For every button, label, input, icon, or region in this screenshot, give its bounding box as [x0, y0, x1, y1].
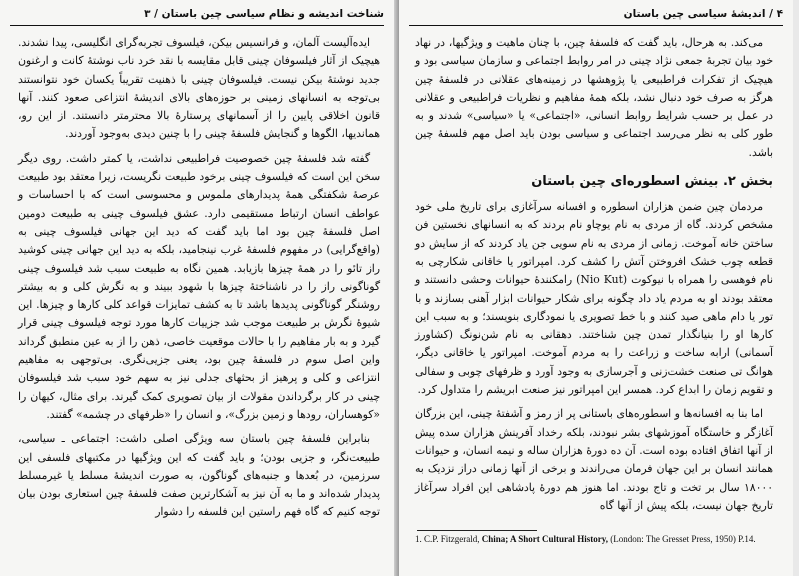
page-body — [18, 34, 380, 528]
paragraph: مردمان چین ضمن هزاران اسطوره و افسانه سرآغازی برای تاریخ ملی خود مشخص کردند. گاه از مردی به نام یوچاو نام بردند که به انسانهای نخستین فن ساختن خانه آموخت. زمانی از مردی به نام سویی جن یاد کردند که از سایش دو قطعه چوب خشک افروختن آتش را کشف کرد. امپراتور یا خاقانی شکارچی به نام فوهسی را همراه با نیوکوت (Nio Kut) رامکنندهٔ حیوانات وحشی دانستند و معتقد بودند او به مردم یاد داد چگونه برای شکار حیوانات ابزار آهنی بسازند و با تور یا دام ماهی صید کنند و با خط تصویری یا نمودگاری بنویسند؛ و به سبب این کارها او را بنیانگذار تمدن چین شناختند. دهقانی به نام شن‌نونگ (کشاورز آسمانی) ارابه ساخت و زراعت را به مردم آموخت. امپراتور یا خاقانی دیگر، هوانگ تی صنعت خشت‌زنی و آجرسازی به وجود آورد و ظرفهای چوبی و سفالی و تقویم زمان را ابداع کرد. همسر این امپراتور نیز صنعت ابریشم را متداول کرد. — [415, 200, 773, 397]
paragraph: ایده‌آلیست آلمان، و فرانسیس بیکن، فیلسوف تجربه‌گرای انگلیسی، پیدا نشدند. هیچیک از آثار فیلسوفان چینی قابل مقایسه با نقد خرد ناب نوشتهٔ کانت و ارغنون جدید نوشتهٔ بیکن نیست. فیلسوفان چینی با ذهنیت تقریباً یکسان خود نتوانستند بی‌توجه به انسانهای زمینی بر حوزه‌های بالای اندیشهٔ انتزاعی صعود کنند. آنها قانون اخلاقی پایین را از آسمانهای پرستارهٔ بالا محترمتر دانستند. از این رو، هماندیها، الگوها و گنجایش فلسفهٔ چینی را با چنین دیدی به‌وجود آوردند. — [18, 36, 380, 141]
running-header — [409, 6, 783, 26]
footnote-divider — [417, 530, 537, 531]
running-header — [10, 6, 384, 26]
running-header-text: شناخت اندیشه و نظام سیاسی چین باستان / ۳ — [144, 8, 384, 20]
running-header-text: ۴ / اندیشهٔ سیاسی چین باستان — [623, 8, 783, 20]
footnote-number: 1. C.P. Fitzgerald, — [415, 534, 482, 544]
left-page — [0, 0, 394, 576]
paragraph: می‌کند. به هرحال، باید گفت که فلسفهٔ چین، با چنان ماهیت و ویژگیها، در نهاد خود بیان تجربهٔ جمعی نژاد چینی در امر روابط اجتماعی و سازمان سیاسی بود و هیچیک از تفکرات فراطبیعی یا پژوهشها در زمینه‌های عقلانی در فلسفهٔ چین هرگز به صرف خود دنبال نشد، بلکه همهٔ مفاهیم و نظریات فراطبیعی و عقلانی در عمل بر حسب شرایط روابط انسانی، «اجتماعی» یا «سیاسی» شدند و به طور کلی به نظر می‌رسد اجتماعی و سیاسی بودن باید اصل مهم فلسفهٔ چین باشد. — [415, 36, 773, 159]
footnote-citation: (London: The Gresset Press, 1950) P.14. — [608, 534, 756, 544]
paragraph: گفته شد فلسفهٔ چین خصوصیت فراطبیعی نداشت، یا کمتر داشت. روی دیگر سخن این است که فیلسوف چینی برخود طبیعت نگریست، زیرا معتقد بود طبیعت عرصهٔ شکفتگی همهٔ پدیدارهای ملموس و محسوسی است که با احساسات و عواطف انسان ارتباط مستقیمی دارد. عشق فیلسوف چینی به طبیعت دومین اصل فلسفهٔ چین بود اما باید گفت که دید این جهانی فیلسوف چینی به (واقع‌گرایی) در مفهوم فلسفهٔ غرب نینجامید، بلکه به دید این جهانی چینی کوشید راز تائو را در همهٔ چیزها بازیابد. همین نگاه به طبیعت سبب شد فیلسوف چینی گوناگونی راز را در ناشناختهٔ چیزها با شهود ببیند و به نگرش کلی و به بیشتر روشنگر گوناگونی پدیدها باشد تا به کشف تمایزات قواعد کلی کارها و چیزها. این شیوهٔ نگرش بر طبیعت موجب شد جزییات کارها مورد توجه فیلسوف چینی قرار گیرد و به بار مفاهیم را با حالات موقعیت خاصی، ذهن را از به عین منطبق گرداند واین اصل سوم در فلسفهٔ چین بود، یعنی جزیی‌نگری. بی‌توجهی به مفاهیم انتزاعی و کلی و پرهیز از بحثهای جدلی نیز به سهم خود سبب شد فیلسوفان چینی در کار برگرداندن مقولات از بیان تصویری کمک گیرند. برای مثال، کیهان را «کوهساران، رودها و زمین بزرگ»، و انسان را «ظرفهای در چشمه» گفتند. — [18, 151, 380, 421]
paragraph: بنابراین فلسفهٔ چین باستان سه ویژگی اصلی داشت: اجتماعی ـ سیاسی، طبیعت‌نگر، و جزیی بودن؛ و باید گفت که این ویژگیها در مکتبهای فلسفی این سرزمین، در بُعدها و جنبه‌های گوناگون، به صورت اندیشهٔ مسلط یا غیرمسلط پدیدار شده‌اند و ما به آن نیز به آشکارترین صفت فلسفهٔ چین استعاری بودن بیان توجه کنیم که گاه فهم راستین این فلسفه را دشوار — [18, 432, 380, 519]
section-title: بخش ۲. بینش اسطوره‌ای چین باستان — [531, 174, 773, 190]
paragraph: اما بنا به افسانه‌ها و اسطوره‌های باستانی پر از رمز و آشفتهٔ چینی، این بزرگان آغازگر و خاستگاه آموزشهای بشر نبودند، بلکه رخداد آفرینش هزاران سده پیش از آنها اتفاق افتاده بوده است. آن ده دورۀ هزاران ساله و نیمه انسان، و حیوانات همانند انسان بر این جهان فرمان می‌راندند و برخی از آنها زمانی دراز نزدیک به ۱۸۰۰۰ سال بر تخت و تاج بودند. اما هنوز هم دورهٔ پادشاهی این افراد سرآغاز تاریخ جهان نیست، بلکه پیش از آنها گاه — [415, 407, 773, 512]
footnote — [415, 534, 783, 544]
footnote-book-title: China; A Short Cultural History, — [481, 534, 609, 544]
page-body — [415, 34, 773, 521]
right-page — [399, 0, 793, 576]
